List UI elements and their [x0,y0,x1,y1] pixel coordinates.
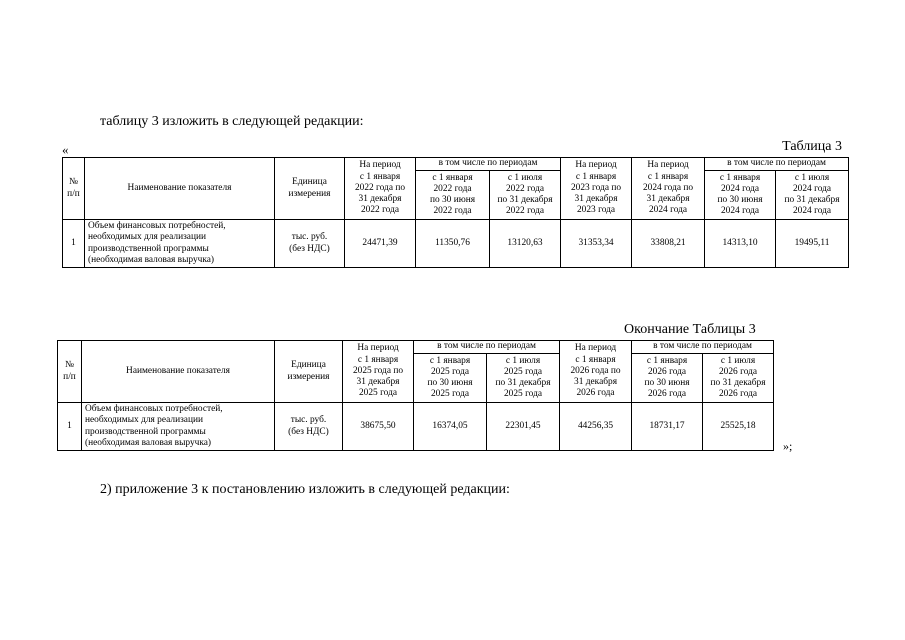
cell-name: Объем финансовых потребностей, необходимых для реализации производственной программы (необходимая валовая выручка) [85,220,275,268]
cell-unit: тыс. руб. (без НДС) [275,220,345,268]
cell-value: 19495,11 [776,220,849,268]
col-header-2024-h1: с 1 января 2024 года по 30 июня 2024 года [705,171,776,220]
cell-value: 25525,18 [703,403,774,451]
cell-value: 33808,21 [632,220,705,268]
cell-value: 31353,34 [561,220,632,268]
col-header-number: № п/п [58,341,82,403]
col-header-2026-h2: с 1 июля 2026 года по 31 декабря 2026 года [703,354,774,403]
col-header-2024-h2: с 1 июля 2024 года по 31 декабря 2024 года [776,171,849,220]
table-1 [62,157,849,268]
cell-value: 14313,10 [705,220,776,268]
cell-name: Объем финансовых потребностей, необходимых для реализации производственной программы (необходимая валовая выручка) [82,403,275,451]
col-header-2026-h1: с 1 января 2026 года по 30 июня 2026 года [632,354,703,403]
table-row [58,403,774,451]
col-header-period-2025: На период с 1 января 2025 года по 31 декабря 2025 года [343,341,414,403]
table-2-title: Окончание Таблицы 3 [624,322,756,337]
intro-text: таблицу 3 изложить в следующей редакции: [100,114,364,129]
item-2-text: 2) приложение 3 к постановлению изложить в следующей редакции: [100,482,510,497]
col-header-group-2024: в том числе по периодам [705,158,849,171]
col-header-period-2022: На период с 1 января 2022 года по 31 декабря 2022 года [345,158,416,220]
cell-value: 11350,76 [416,220,490,268]
opening-quote: « [62,142,69,157]
cell-value: 16374,05 [414,403,487,451]
col-header-period-2023: На период с 1 января 2023 года по 31 декабря 2023 года [561,158,632,220]
cell-unit: тыс. руб. (без НДС) [275,403,343,451]
cell-value: 38675,50 [343,403,414,451]
col-header-period-2024: На период с 1 января 2024 года по 31 декабря 2024 года [632,158,705,220]
table-2 [57,340,774,451]
closing-quote: »; [783,439,793,453]
col-header-period-2026: На период с 1 января 2026 года по 31 декабря 2026 года [560,341,632,403]
col-header-2025-h1: с 1 января 2025 года по 30 июня 2025 года [414,354,487,403]
col-header-2025-h2: с 1 июля 2025 года по 31 декабря 2025 года [487,354,560,403]
col-header-group-2025: в том числе по периодам [414,341,560,354]
col-header-name: Наименование показателя [82,341,275,403]
col-header-name: Наименование показателя [85,158,275,220]
col-header-unit: Единица измерения [275,158,345,220]
cell-number: 1 [63,220,85,268]
cell-value: 13120,63 [490,220,561,268]
col-header-group-2022: в том числе по периодам [416,158,561,171]
col-header-2022-h2: с 1 июля 2022 года по 31 декабря 2022 года [490,171,561,220]
table-1-title: Таблица 3 [782,139,842,154]
cell-value: 44256,35 [560,403,632,451]
cell-value: 24471,39 [345,220,416,268]
cell-value: 18731,17 [632,403,703,451]
col-header-2022-h1: с 1 января 2022 года по 30 июня 2022 года [416,171,490,220]
col-header-number: № п/п [63,158,85,220]
cell-number: 1 [58,403,82,451]
col-header-unit: Единица измерения [275,341,343,403]
col-header-group-2026: в том числе по периодам [632,341,774,354]
cell-value: 22301,45 [487,403,560,451]
table-row [63,220,849,268]
